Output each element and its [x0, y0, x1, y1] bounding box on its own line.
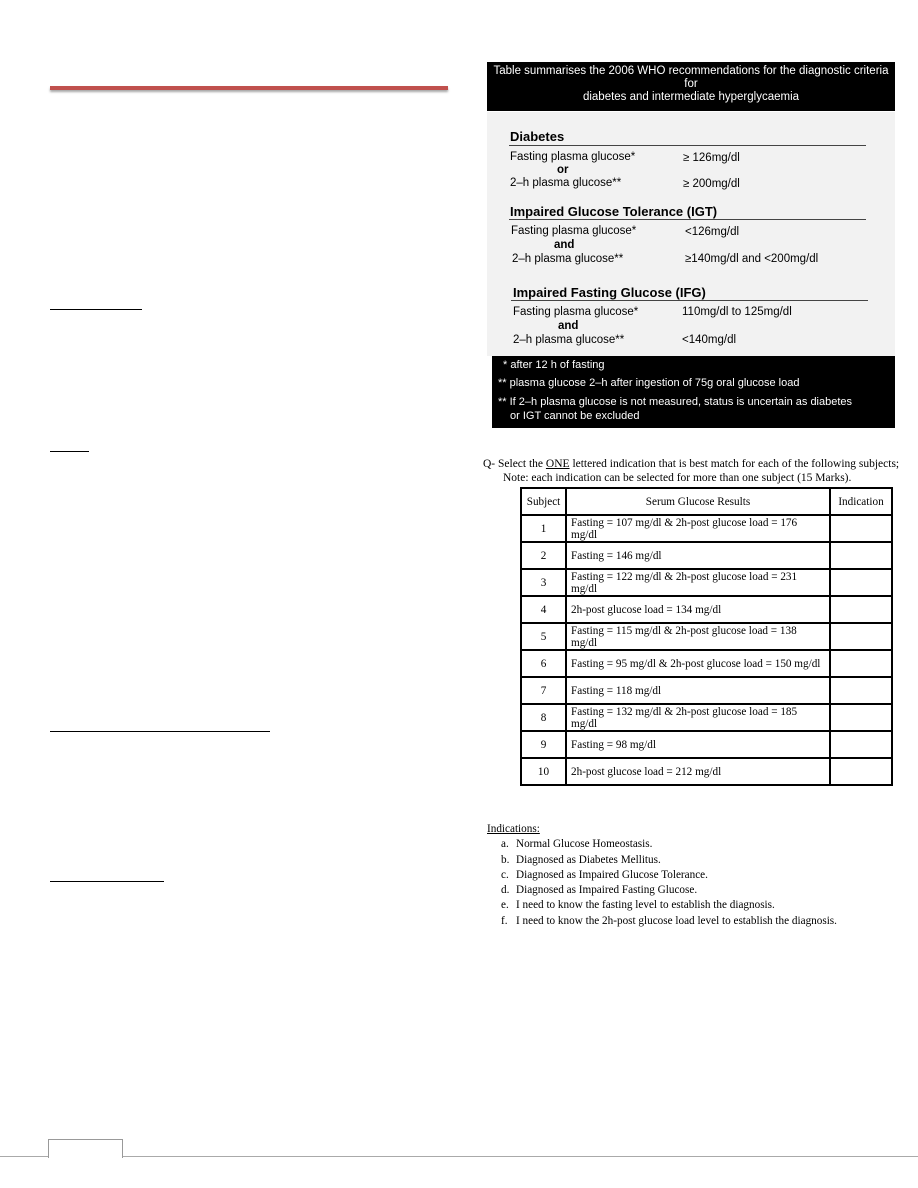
section-rule	[511, 300, 868, 301]
result-cell: Fasting = 122 mg/dl & 2h-post glucose load = 231 mg/dl	[566, 569, 830, 596]
criterion-label: Fasting plasma glucose*	[511, 225, 637, 237]
question-suffix: lettered indication that is best match for each of the following subjects;	[569, 458, 900, 470]
list-item	[487, 868, 837, 883]
question-prefix: Q- Select the	[483, 458, 546, 470]
title-accent-rule	[50, 86, 448, 90]
result-cell: Fasting = 95 mg/dl & 2h-post glucose load = 150 mg/dl	[566, 650, 830, 677]
criterion-value: 110mg/dl to 125mg/dl	[682, 306, 792, 318]
banner-line: Table summarises the 2006 WHO recommendations for the diagnostic criteria	[493, 65, 889, 77]
table-row	[521, 758, 892, 785]
glucose-results-table	[520, 487, 893, 786]
heading-underline-1	[50, 309, 142, 310]
section-rule	[509, 219, 866, 220]
subject-cell: 4	[521, 596, 566, 623]
criterion-label: 2–h plasma glucose**	[512, 253, 624, 265]
criterion-label: 2–h plasma glucose**	[510, 177, 622, 189]
criterion-value: ≥140mg/dl and <200mg/dl	[685, 253, 819, 265]
subject-cell: 10	[521, 758, 566, 785]
result-cell: Fasting = 146 mg/dl	[566, 542, 830, 569]
item-text: I need to know the 2h-post glucose load level to establish the diagnosis.	[516, 914, 837, 927]
subject-cell: 2	[521, 542, 566, 569]
item-letter: b.	[501, 853, 510, 866]
footnote: or IGT cannot be excluded	[510, 410, 640, 422]
table-row	[521, 542, 892, 569]
criterion-label: Fasting plasma glucose*	[513, 306, 639, 318]
footnote: * after 12 h of fasting	[503, 359, 605, 371]
table-row	[521, 623, 892, 650]
indication-cell[interactable]	[830, 758, 892, 785]
indications-heading: Indications:	[487, 823, 540, 835]
criterion-conjunction: and	[558, 320, 579, 332]
who-footnotes	[492, 356, 895, 428]
result-cell: 2h-post glucose load = 134 mg/dl	[566, 596, 830, 623]
footnote: ** plasma glucose 2–h after ingestion of 75g oral glucose load	[498, 377, 800, 389]
indication-cell[interactable]	[830, 704, 892, 731]
subject-cell: 6	[521, 650, 566, 677]
item-letter: a.	[501, 838, 509, 851]
indication-cell[interactable]	[830, 650, 892, 677]
subject-cell: 5	[521, 623, 566, 650]
result-cell: Fasting = 115 mg/dl & 2h-post glucose load = 138 mg/dl	[566, 623, 830, 650]
indication-cell[interactable]	[830, 677, 892, 704]
section-title-ifg: Impaired Fasting Glucose (IFG)	[513, 285, 706, 300]
footnote: ** If 2–h plasma glucose is not measured, status is uncertain as diabetes	[498, 396, 853, 408]
banner-line: for	[684, 78, 698, 90]
item-text: Diagnosed as Impaired Glucose Tolerance.	[516, 868, 708, 881]
table-row	[521, 515, 892, 542]
heading-underline-4	[50, 881, 164, 882]
list-item	[487, 883, 837, 898]
item-letter: c.	[501, 868, 509, 881]
result-cell: Fasting = 132 mg/dl & 2h-post glucose load = 185 mg/dl	[566, 704, 830, 731]
list-item	[487, 837, 837, 852]
list-item	[487, 853, 837, 868]
item-letter: d.	[501, 884, 510, 897]
who-criteria-banner	[487, 62, 895, 111]
item-text: Diagnosed as Impaired Fasting Glucose.	[516, 884, 698, 897]
indication-cell[interactable]	[830, 542, 892, 569]
who-criteria-panel	[487, 112, 895, 356]
item-letter: e.	[501, 899, 509, 912]
indication-cell[interactable]	[830, 569, 892, 596]
result-cell: Fasting = 98 mg/dl	[566, 731, 830, 758]
indications-list	[487, 822, 837, 929]
heading-underline-3	[50, 731, 270, 732]
criterion-value: ≥ 200mg/dl	[683, 178, 740, 190]
table-header-row	[521, 488, 892, 515]
indication-cell[interactable]	[830, 731, 892, 758]
item-text: Diagnosed as Diabetes Mellitus.	[516, 853, 661, 866]
section-title-igt: Impaired Glucose Tolerance (IGT)	[510, 204, 718, 219]
item-text: Normal Glucose Homeostasis.	[516, 838, 653, 851]
table-row	[521, 650, 892, 677]
table-row	[521, 569, 892, 596]
section-rule	[509, 145, 866, 146]
criterion-conjunction: and	[554, 239, 575, 251]
result-cell: Fasting = 107 mg/dl & 2h-post glucose load = 176 mg/dl	[566, 515, 830, 542]
indication-cell[interactable]	[830, 596, 892, 623]
subject-cell: 1	[521, 515, 566, 542]
list-item	[487, 898, 837, 913]
table-row	[521, 704, 892, 731]
indication-cell[interactable]	[830, 515, 892, 542]
indication-cell[interactable]	[830, 623, 892, 650]
result-cell: Fasting = 118 mg/dl	[566, 677, 830, 704]
banner-line: diabetes and intermediate hyperglycaemia	[582, 91, 800, 103]
criterion-value: <140mg/dl	[682, 334, 737, 346]
item-text: I need to know the fasting level to establish the diagnosis.	[516, 899, 775, 912]
criterion-value: <126mg/dl	[685, 226, 740, 238]
criterion-conjunction: or	[557, 164, 569, 176]
question-emphasis: ONE	[545, 458, 570, 470]
footer-rule	[0, 1156, 918, 1157]
subject-cell: 9	[521, 731, 566, 758]
subject-cell: 7	[521, 677, 566, 704]
question-prompt	[483, 458, 899, 470]
table-row	[521, 596, 892, 623]
header-indication: Indication	[830, 488, 892, 515]
criterion-value: ≥ 126mg/dl	[683, 152, 740, 164]
section-title-diabetes: Diabetes	[510, 129, 565, 144]
list-item	[487, 914, 837, 929]
result-cell: 2h-post glucose load = 212 mg/dl	[566, 758, 830, 785]
criterion-label: Fasting plasma glucose*	[510, 151, 636, 163]
header-results: Serum Glucose Results	[566, 488, 830, 515]
heading-underline-2	[50, 451, 89, 452]
header-subject: Subject	[521, 488, 566, 515]
criterion-label: 2–h plasma glucose**	[513, 334, 625, 346]
question-note: Note: each indication can be selected for more than one subject (15 Marks).	[503, 472, 852, 484]
subject-cell: 8	[521, 704, 566, 731]
item-letter: f.	[501, 914, 508, 927]
page-number-tab	[48, 1139, 123, 1158]
table-row	[521, 677, 892, 704]
subject-cell: 3	[521, 569, 566, 596]
table-row	[521, 731, 892, 758]
